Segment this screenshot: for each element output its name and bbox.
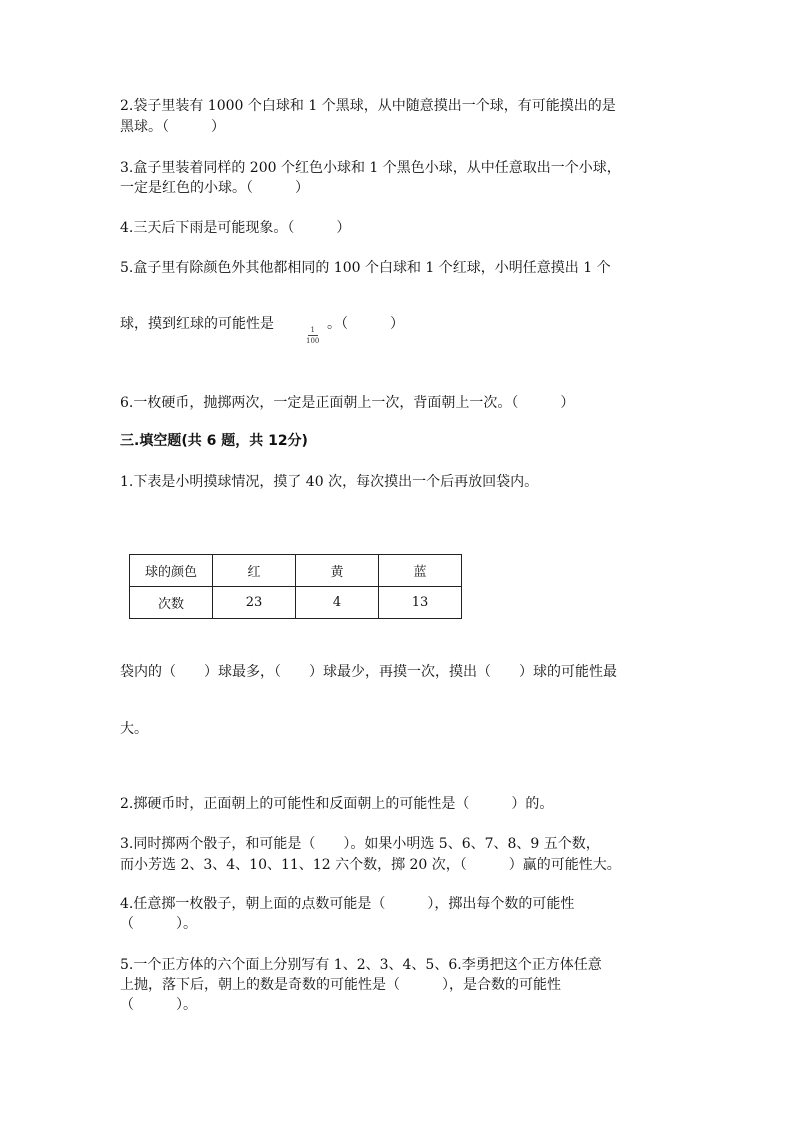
judge-q5-line2-post: 。（ ）	[327, 316, 404, 332]
fill-q3-line1: 3.同时掷两个骰子，和可能是（ ）。如果小明选 5、6、7、8、9 五个数，	[120, 836, 600, 852]
table-row	[130, 587, 462, 619]
section-title: 三.填空题(共 6 题，共 12分)	[120, 433, 308, 449]
table-cell: 球的颜色	[130, 555, 213, 587]
table-cell: 次数	[130, 587, 213, 619]
fill-q2: 2.掷硬币时，正面朝上的可能性和反面朝上的可能性是（ ）的。	[120, 796, 554, 812]
judge-q6: 6.一枚硬币，抛掷两次，一定是正面朝上一次，背面朝上一次。（ ）	[120, 395, 575, 411]
table-cell: 蓝	[379, 555, 462, 587]
table-cell: 红	[213, 555, 296, 587]
fill-q4-line1: 4.任意掷一枚骰子，朝上面的点数可能是（ ），掷出每个数的可能性	[120, 896, 575, 912]
judge-q3-line1: 3.盒子里装着同样的 200 个红色小球和 1 个黑色小球，从中任意取出一个小球，	[120, 160, 621, 176]
fraction-numerator: 1	[310, 326, 315, 334]
judge-q2-line1: 2.袋子里装有 1000 个白球和 1 个黑球，从中随意摸出一个球，有可能摸出的是	[120, 98, 616, 114]
table-cell: 13	[379, 587, 462, 619]
fraction	[306, 326, 319, 345]
ball-table	[129, 554, 462, 619]
table-cell: 黄	[296, 555, 379, 587]
fraction-denominator: 100	[306, 337, 320, 345]
fill-q1-after-line2: 大。	[120, 721, 148, 737]
fill-q3-line2: 而小芳选 2、3、4、10、11、12 六个数，掷 20 次，（ ）赢的可能性大。	[120, 857, 621, 873]
fill-q5-line2: 上抛，落下后，朝上的数是奇数的可能性是（ ），是合数的可能性	[120, 977, 561, 993]
table-row	[130, 555, 462, 587]
fill-q5-line1: 5.一个正方体的六个面上分别写有 1、2、3、4、5、6.李勇把这个正方体任意	[120, 957, 602, 973]
fill-q1-text: 1.下表是小明摸球情况，摸了 40 次，每次摸出一个后再放回袋内。	[120, 474, 539, 490]
judge-q4: 4.三天后下雨是可能现象。（ ）	[120, 220, 351, 236]
fill-q5-line3: （ ）。	[120, 997, 197, 1013]
fill-q4-line2: （ ）。	[120, 916, 197, 932]
fraction-bar	[308, 335, 318, 336]
judge-q5-line2-pre: 球，摸到红球的可能性是	[120, 316, 274, 332]
judge-q3-line2: 一定是红色的小球。（ ）	[120, 180, 309, 196]
table-cell: 23	[213, 587, 296, 619]
judge-q2-line2: 黑球。（ ）	[120, 119, 225, 135]
fill-q1-after-line1: 袋内的（ ）球最多，（ ）球最少，再摸一次，摸出（ ）球的可能性最	[120, 664, 617, 680]
judge-q5-line1: 5.盒子里有除颜色外其他都相同的 100 个白球和 1 个红球，小明任意摸出 1 个	[120, 260, 611, 276]
table-cell: 4	[296, 587, 379, 619]
